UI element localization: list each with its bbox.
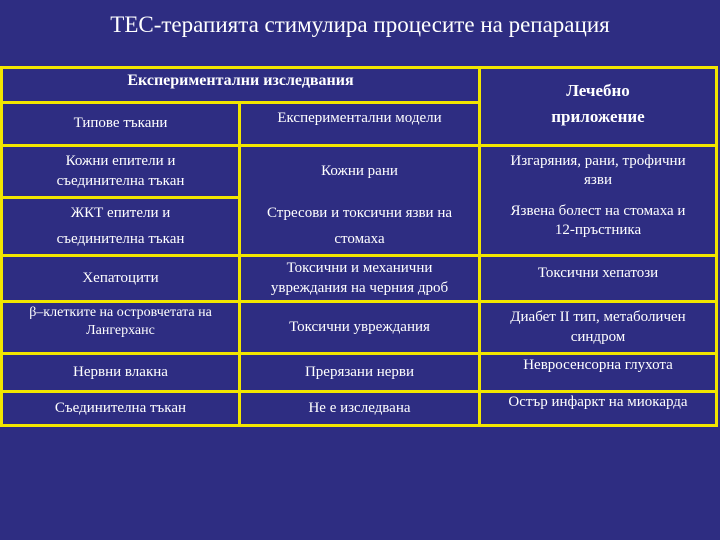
header-tissue-types: Типове тъкани bbox=[73, 115, 168, 132]
table-cell-model: Не е изследвана bbox=[308, 399, 411, 416]
table-cell-model: Кожни рани bbox=[321, 162, 398, 179]
table-cell-model: Прерязани нерви bbox=[304, 363, 415, 380]
table-right-border bbox=[715, 66, 718, 427]
table-bottom-border bbox=[0, 424, 718, 427]
table-cell-model: Токсични увреждания bbox=[289, 318, 430, 335]
table-cell-tissue: Хепатоцити bbox=[82, 269, 159, 286]
table-cell-model: Стресови и токсични язви на стомаха bbox=[266, 205, 453, 247]
header-treatment: Лечебно приложение bbox=[551, 80, 645, 126]
table-cell-tissue: Съединителна тъкан bbox=[54, 399, 187, 416]
table-cell-application: Изгаряния, рани, трофични язви bbox=[510, 152, 686, 188]
table-cell-tissue: Нервни влакна bbox=[73, 363, 168, 380]
table-cell-application: Невросенсорна глухота bbox=[523, 357, 673, 374]
header-models: Експериментални модели bbox=[277, 110, 442, 127]
table-cell-application: Остър инфаркт на миокарда bbox=[508, 394, 688, 411]
slide-title: ТЕС-терапията стимулира процесите на репарация bbox=[110, 12, 610, 37]
table-cell-application: Токсични хепатози bbox=[537, 264, 659, 281]
table-cell-model: Токсични и механични увреждания на черния дроб bbox=[270, 260, 449, 296]
table-cell-tissue: β–клетките на островчетата на Лангерханс bbox=[29, 305, 212, 338]
table-cell-tissue: ЖКТ епители и съединителна тъкан bbox=[56, 205, 185, 247]
table-cell-tissue: Кожни епители и съединителна тъкан bbox=[56, 153, 185, 189]
table-cell-application: Диабет II тип, метаболичен синдром bbox=[510, 309, 686, 345]
table-cell-application: Язвена болест на стомаха и 12-пръстника bbox=[510, 202, 686, 238]
header-experimental: Експериментални изследвания bbox=[127, 71, 354, 89]
